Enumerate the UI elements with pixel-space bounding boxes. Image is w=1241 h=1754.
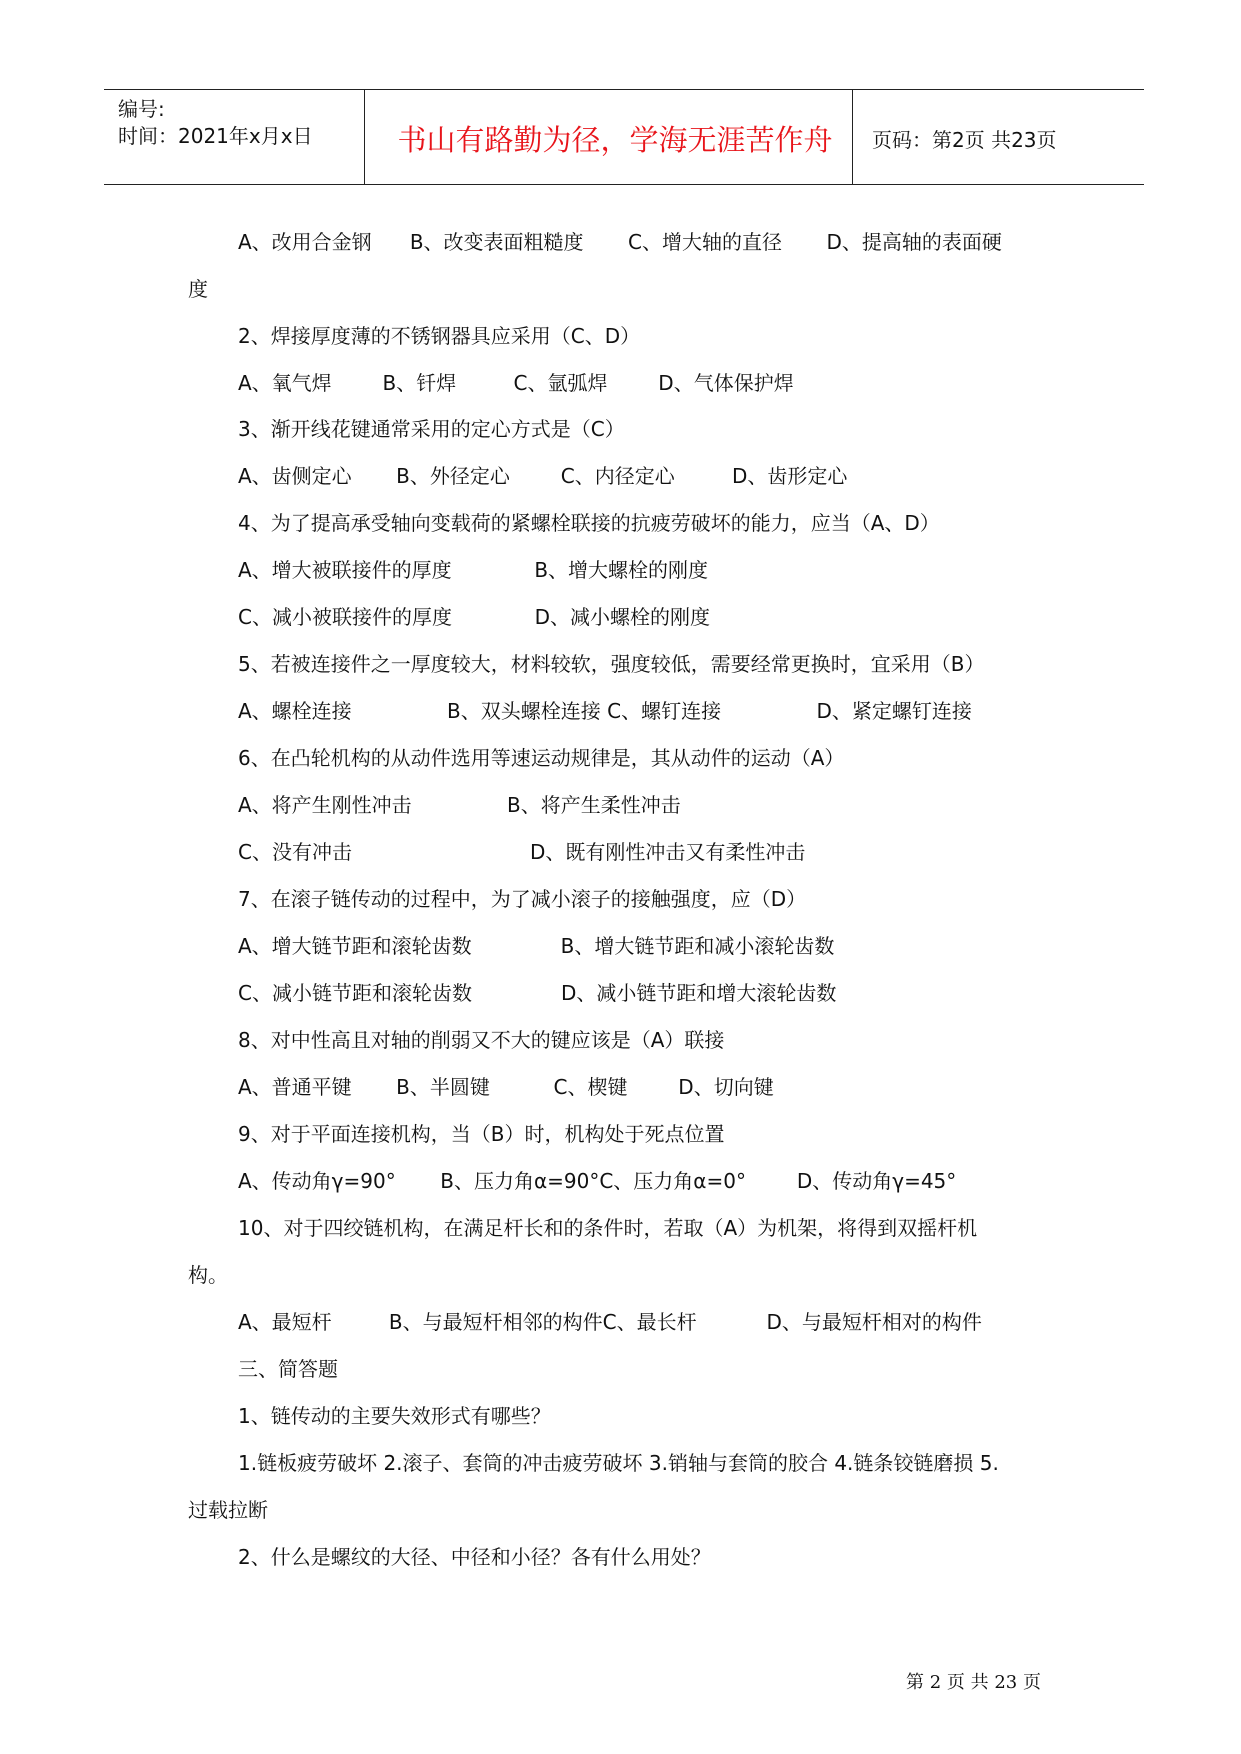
text-line: A、氧气焊 B、钎焊 C、氩弧焊 D、气体保护焊 — [238, 371, 794, 395]
text-line: C、减小链节距和滚轮齿数 D、减小链节距和增大滚轮齿数 — [238, 981, 837, 1005]
question-9: 9、对于平面连接机构，当（B）时，机构处于死点位置 — [238, 1122, 725, 1146]
text-line: A、增大被联接件的厚度 B、增大螺栓的刚度 — [238, 558, 709, 582]
text-line: A、改用合金钢 B、改变表面粗糙度 C、增大轴的直径 D、提高轴的表面硬 — [238, 230, 1002, 254]
question-5: 5、若被连接件之一厚度较大，材料较软，强度较低，需要经常更换时，宜采用（B） — [238, 652, 985, 676]
text-line: 构。 — [188, 1263, 228, 1287]
text-line: C、减小被联接件的厚度 D、减小螺栓的刚度 — [238, 605, 711, 629]
question-6: 6、在凸轮机构的从动件选用等速运动规律是，其从动件的运动（A） — [238, 746, 845, 770]
text-line: C、没有冲击 D、既有刚性冲击又有柔性冲击 — [238, 840, 806, 864]
number-label: 编号: — [118, 97, 165, 121]
time-label: 时间：2021年x月x日 — [118, 124, 313, 148]
answer-line: 1.链板疲劳破坏 2.滚子、套筒的冲击疲劳破坏 3.销轴与套筒的胶合 4.链条铰链磨损 5. — [238, 1451, 999, 1475]
question-4: 4、为了提高承受轴向变载荷的紧螺栓联接的抗疲劳破坏的能力，应当（A、D） — [238, 511, 940, 535]
text-line: A、将产生刚性冲击 B、将产生柔性冲击 — [238, 793, 681, 817]
header-divider-left — [364, 90, 365, 184]
question-7: 7、在滚子链传动的过程中，为了减小滚子的接触强度，应（D） — [238, 887, 807, 911]
text-line: A、传动角γ=90° B、压力角α=90°C、压力角α=0° D、传动角γ=45° — [238, 1169, 957, 1193]
text-line: A、最短杆 B、与最短杆相邻的构件C、最长杆 D、与最短杆相对的构件 — [238, 1310, 982, 1334]
text-line: A、增大链节距和滚轮齿数 B、增大链节距和减小滚轮齿数 — [238, 934, 835, 958]
text-line: A、普通平键 B、半圆键 C、楔键 D、切向键 — [238, 1075, 774, 1099]
question-3: 3、渐开线花键通常采用的定心方式是（C） — [238, 417, 625, 441]
page-footer: 第 2 页 共 23 页 — [906, 1672, 1041, 1693]
short-question-2: 2、什么是螺纹的大径、中径和小径？各有什么用处？ — [238, 1545, 711, 1569]
page-info: 页码：第2页 共23页 — [872, 128, 1057, 152]
header-motto: 书山有路勤为径，学海无涯苦作舟 — [397, 123, 833, 157]
text-line: A、螺栓连接 B、双头螺栓连接 C、螺钉连接 D、紧定螺钉连接 — [238, 699, 972, 723]
question-10: 10、对于四绞链机构，在满足杆长和的条件时，若取（A）为机架，将得到双摇杆机 — [238, 1216, 978, 1240]
document-header — [104, 89, 1144, 185]
section-heading: 三、简答题 — [238, 1357, 338, 1381]
question-8: 8、对中性高且对轴的削弱又不大的键应该是（A）联接 — [238, 1028, 725, 1052]
short-question-1: 1、链传动的主要失效形式有哪些？ — [238, 1404, 551, 1428]
text-line: A、齿侧定心 B、外径定心 C、内径定心 D、齿形定心 — [238, 464, 848, 488]
text-line: 度 — [188, 277, 208, 301]
question-2: 2、焊接厚度薄的不锈钢器具应采用（C、D） — [238, 324, 641, 348]
answer-line: 过载拉断 — [188, 1498, 268, 1522]
